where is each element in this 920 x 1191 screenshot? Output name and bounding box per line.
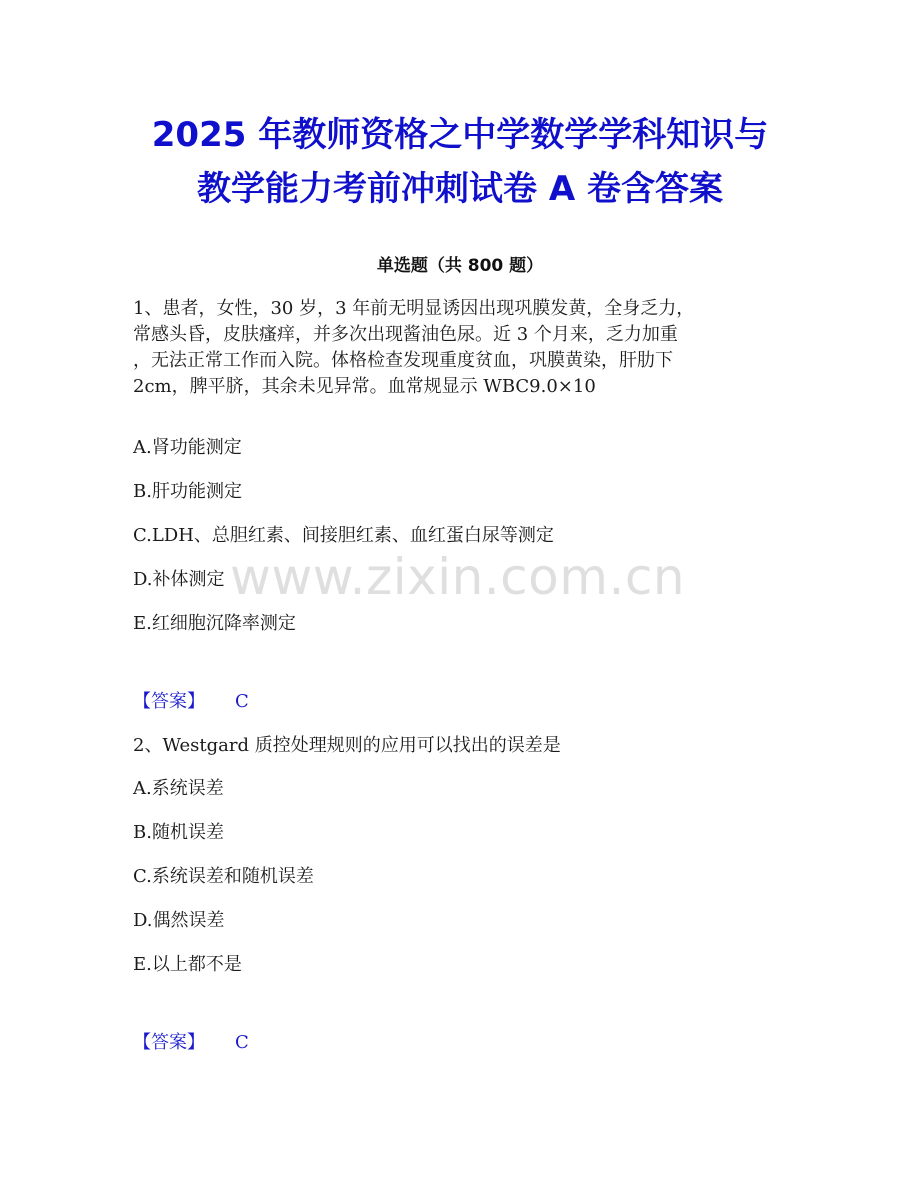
question-stem-line: 2、Westgard 质控处理规则的应用可以找出的误差是 [133, 735, 561, 756]
answer-value: C [235, 1032, 249, 1053]
title-line-1: 2025 年教师资格之中学数学学科知识与 [151, 115, 769, 155]
section-heading: 单选题（共 800 题） [376, 256, 544, 276]
question-2-option-b: B.随机误差 [133, 822, 224, 843]
question-2-option-c: C.系统误差和随机误差 [133, 866, 314, 887]
question-2-option-a: A.系统误差 [133, 778, 224, 799]
question-1-option-c: C.LDH、总胆红素、间接胆红素、血红蛋白尿等测定 [133, 525, 554, 546]
question-stem-line: 2cm，脾平脐，其余未见异常。血常规显示 WBC9.0×10 [133, 376, 596, 397]
question-1-option-a: A.肾功能测定 [133, 437, 242, 458]
question-1-option-d: D.补体测定 [133, 569, 225, 590]
question-2-option-e: E.以上都不是 [133, 954, 242, 975]
question-2-stem [133, 733, 793, 759]
question-2-option-d: D.偶然误差 [133, 910, 225, 931]
answer-tag: 【答案】 [133, 1032, 205, 1053]
title-line-2: 教学能力考前冲刺试卷 A 卷含答案 [197, 169, 723, 209]
question-stem-line: 常感头昏，皮肤瘙痒，并多次出现酱油色尿。近 3 个月来，乏力加重 [133, 324, 678, 345]
question-2-answer [133, 1030, 249, 1056]
answer-tag: 【答案】 [133, 691, 205, 712]
watermark: www.zixin.com.cn [230, 548, 686, 606]
question-stem-line: 1、患者，女性，30 岁，3 年前无明显诱因出现巩膜发黄，全身乏力， [133, 298, 695, 319]
answer-value: C [235, 691, 249, 712]
question-stem-line: ，无法正常工作而入院。体格检查发现重度贫血，巩膜黄染，肝肋下 [133, 350, 673, 371]
question-1-option-b: B.肝功能测定 [133, 481, 242, 502]
question-1-option-e: E.红细胞沉降率测定 [133, 613, 296, 634]
page-title [60, 108, 860, 216]
question-1-stem [133, 296, 793, 400]
question-1-answer [133, 689, 249, 715]
